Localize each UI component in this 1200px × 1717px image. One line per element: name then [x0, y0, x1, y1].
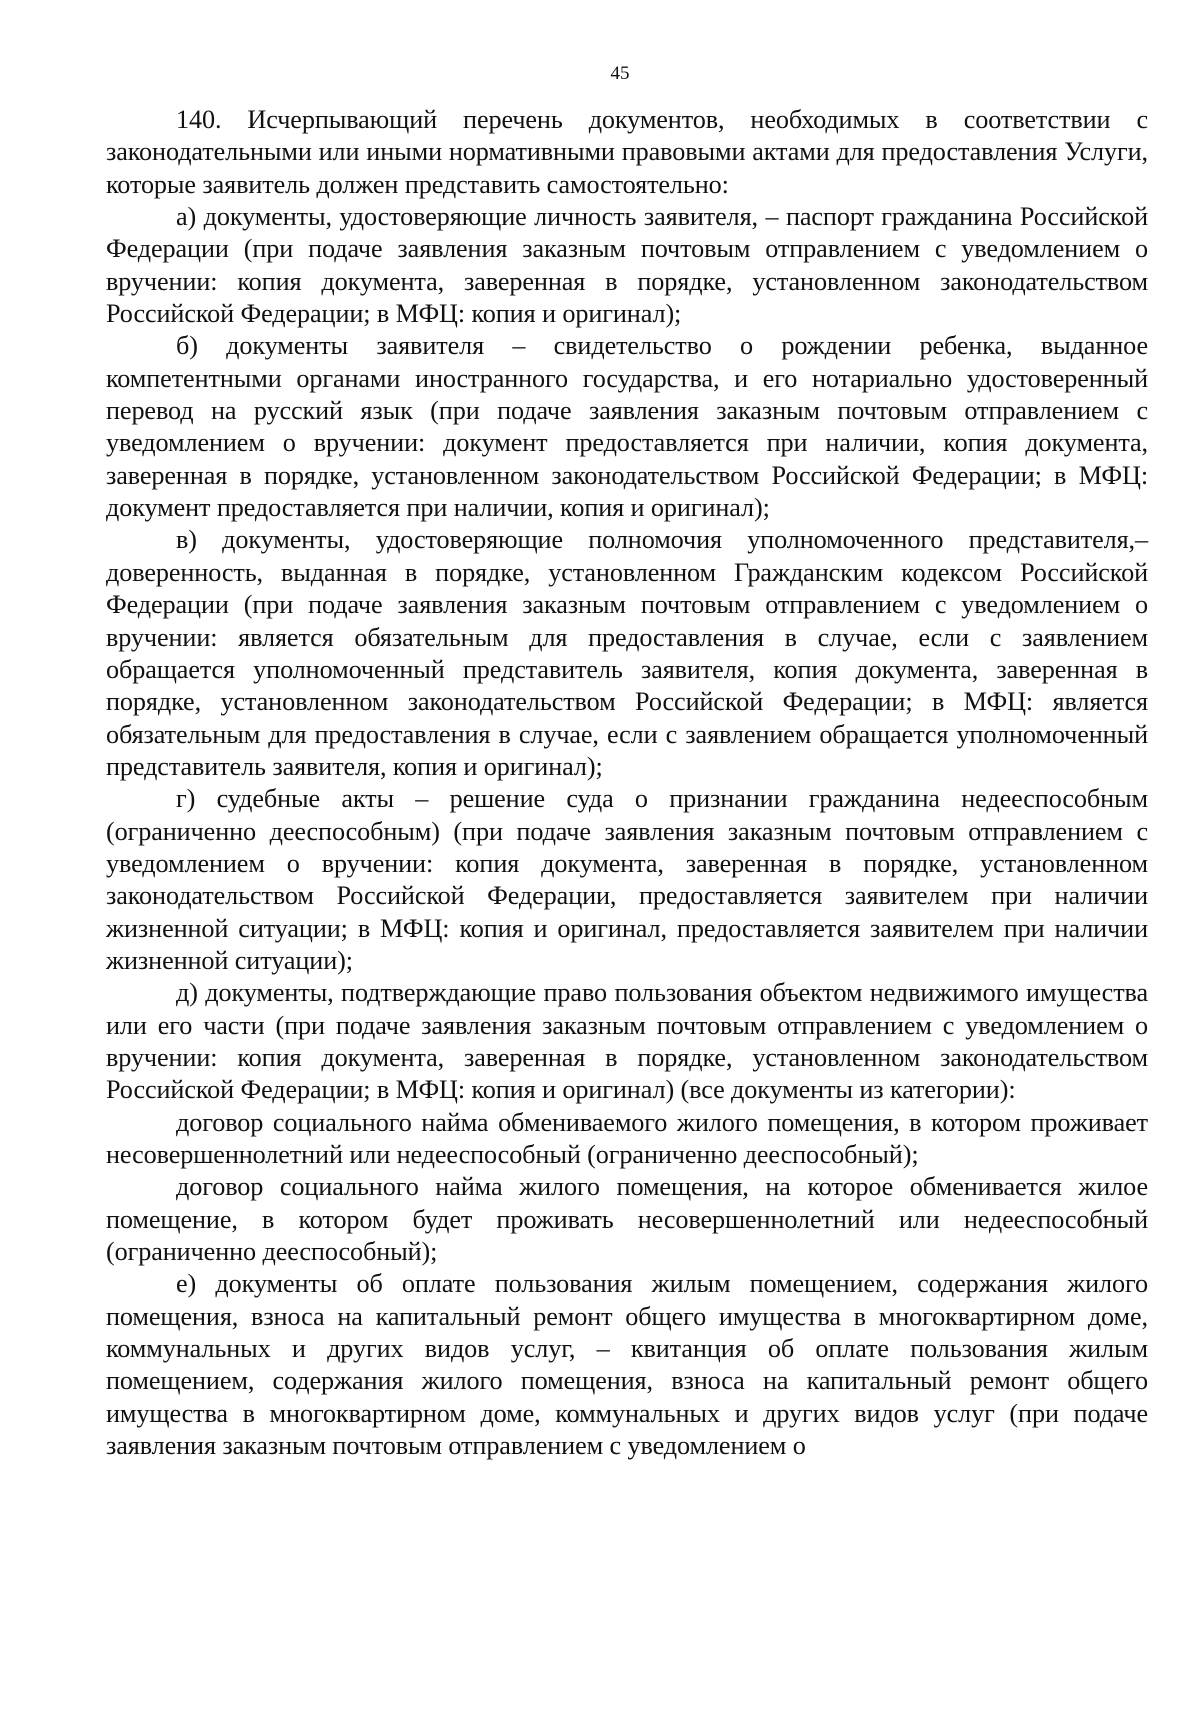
paragraph-item-e: е) документы об оплате пользования жилым помещением, содержания жилого помещения, взноса на капитальный ремонт общего имущества в многоквартирном доме, коммунальных и других видов услуг, – квитанция об оплате пользования жилым помещением, содержания жилого помещения, взноса на капитальный ремонт общего имущества в многоквартирном доме, коммунальных и других видов услуг (при подаче заявления заказным почтовым отправлением с уведомлением о: [106, 1269, 1148, 1461]
document-body: [106, 104, 1148, 1462]
paragraph-item-g: г) судебные акты – решение суда о признании гражданина недееспособным (ограниченно дееспособным) (при подаче заявления заказным почтовым отправлением с уведомлением о вручении: копия документа, заверенная в порядке, установленном законодательством Российской Федерации, предоставляется заявителем при наличии жизненной ситуации; в МФЦ: копия и оригинал, предоставляется заявителем при наличии жизненной ситуации);: [106, 784, 1148, 975]
paragraph-item-v: в) документы, удостоверяющие полномочия уполномоченного представителя,– доверенность, выданная в порядке, установленном Гражданским кодексом Российской Федерации (при подаче заявления заказным почтовым отправлением с уведомлением о вручении: является обязательным для предоставления в случае, если с заявлением обращается уполномоченный представитель заявителя, копия документа, заверенная в порядке, установленном законодательством Российской Федерации; в МФЦ: является обязательным для предоставления в случае, если с заявлением обращается уполномоченный представитель заявителя, копия и оригинал);: [106, 525, 1148, 781]
paragraph-item-a: а) документы, удостоверяющие личность заявителя, – паспорт гражданина Российской Федерации (при подаче заявления заказным почтовым отправлением с уведомлением о вручении: копия документа, заверенная в порядке, установленном законодательством Российской Федерации; в МФЦ: копия и оригинал);: [106, 202, 1148, 329]
paragraph-140-intro: 140. Исчерпывающий перечень документов, необходимых в соответствии с законодательными или иными нормативными правовыми актами для предоставления Услуги, которые заявитель должен представить самостоятельно:: [106, 105, 1148, 199]
paragraph-item-b: б) документы заявителя – свидетельство о рождении ребенка, выданное компетентными органами иностранного государства, и его нотариально удостоверенный перевод на русский язык (при подаче заявления заказным почтовым отправлением с уведомлением о вручении: документ предоставляется при наличии, копия документа, заверенная в порядке, установленном законодательством Российской Федерации; в МФЦ: документ предоставляется при наличии, копия и оригинал);: [106, 331, 1148, 523]
paragraph-item-d: д) документы, подтверждающие право пользования объектом недвижимого имущества или его части (при подаче заявления заказным почтовым отправлением с уведомлением о вручении: копия документа, заверенная в порядке, установленном законодательством Российской Федерации; в МФЦ: копия и оригинал) (все документы из категории):: [106, 978, 1148, 1105]
paragraph-sub-item-1: договор социального найма обмениваемого жилого помещения, в котором проживает несовершеннолетний или недееспособный (ограниченно дееспособный);: [106, 1107, 1148, 1169]
page-number: 45: [610, 63, 630, 84]
paragraph-sub-item-2: договор социального найма жилого помещения, на которое обменивается жилое помещение, в котором будет проживать несовершеннолетний или недееспособный (ограниченно дееспособный);: [106, 1172, 1148, 1267]
